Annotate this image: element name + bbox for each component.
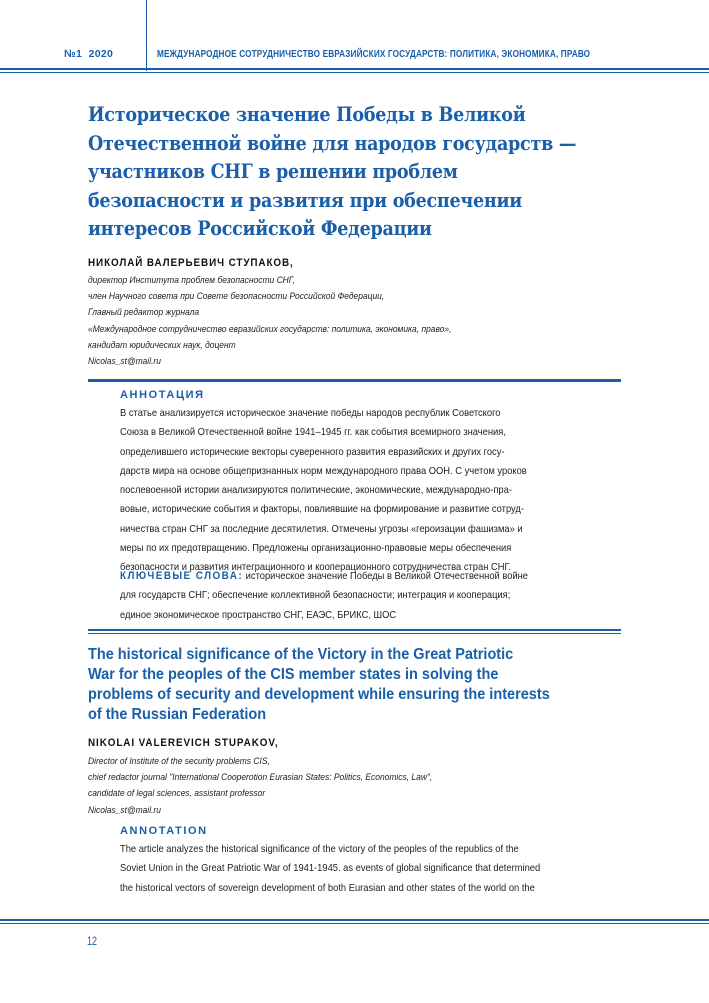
annotation-line: вовые, исторические события и факторы, повлиявшие на формирование и развитие сотруд- (120, 504, 524, 516)
title-line: problems of security and development while ensuring the interests (88, 686, 550, 703)
annotation-line: дарств мира на основе общепризнанных норм международного права ООН. С учетом уроков (120, 465, 527, 477)
article-title-ru (88, 101, 630, 244)
annotation-line: определившего исторические векторы суверенного развития евразийских и других госу- (120, 446, 505, 458)
annotation-line: меры по их предотвращению. Предложены организационно-правовые меры обеспечения (120, 543, 512, 555)
affiliation-line: член Научного совета при Совете безопасности Российской Федерации, (88, 291, 385, 302)
annotation-line: безопасности и развития интеграционного и кооперационного сотрудничества стран СНГ. (120, 562, 511, 574)
header-double-rule (0, 68, 709, 73)
annotation-line: Soviet Union in the Great Patriotic War of 1941-1945. as events of global significance that determined (120, 863, 541, 875)
title-line: War for the peoples of the CIS member states in solving the (88, 666, 499, 683)
annotation-line: послевоенной истории анализируются политические, экономические, международно-пра- (120, 485, 512, 497)
page-number: 12 (87, 934, 98, 948)
title-line: безопасности и развития при обеспечении (88, 188, 522, 212)
keywords-heading: КЛЮЧЕВЫЕ СЛОВА: (120, 570, 244, 582)
issue-number: №1 2020 (64, 48, 114, 60)
annotation-heading-ru: АННОТАЦИЯ (120, 389, 205, 401)
annotation-body-ru (120, 404, 620, 578)
author-email[interactable]: Nicolas_st@mail.ru (88, 804, 161, 815)
journal-name: МЕЖДУНАРОДНОЕ СОТРУДНИЧЕСТВО ЕВРАЗИЙСКИХ ГОСУДАРСТВ: ПОЛИТИКА, ЭКОНОМИКА, ПРАВО (157, 48, 591, 60)
author-affiliation-ru (88, 272, 451, 369)
keywords-ru (120, 567, 620, 625)
title-line: of the Russian Federation (88, 706, 267, 723)
author-affiliation-en (88, 753, 432, 818)
affiliation-line: chief redactor journal "International Cooperotion Eurasian States: Politics, Economics, Law", (88, 772, 433, 783)
keywords-line: для государств СНГ; обеспечение коллективной безопасности; интеграция и кооперация; (120, 590, 511, 602)
title-line: Отечественной войне для народов государств — (88, 131, 577, 155)
annotation-heading-en: ANNOTATION (120, 825, 208, 837)
annotation-rule (88, 379, 621, 382)
author-name-en: NIKOLAI VALEREVICH STUPAKOV, (88, 737, 279, 749)
header-vertical-divider (146, 0, 147, 71)
affiliation-line: Director of Institute of the security problems CIS, (88, 756, 270, 766)
annotation-body-en (120, 840, 620, 898)
title-line: интересов Российской Федерации (88, 217, 432, 240)
affiliation-line: «Международное сотрудничество евразийских государств: политика, экономика, право», (88, 323, 452, 334)
affiliation-line: candidate of legal sciences, assistant professor (88, 788, 266, 799)
title-line: участников СНГ в решении проблем (88, 160, 458, 183)
keywords-text: историческое значение Победы в Великой Отечественной войне (245, 571, 529, 582)
section-double-rule (88, 629, 621, 634)
annotation-line: the historical vectors of sovereign development of both Eurasian and other states of the world on the (120, 882, 535, 894)
affiliation-line: кандидат юридических наук, доцент (88, 339, 236, 350)
annotation-line: ничества стран СНГ за последние десятилетия. Отмечены угрозы «героизации фашизма» и (120, 523, 523, 535)
annotation-line: The article analyzes the historical significance of the victory of the peoples of the republics of the (120, 844, 519, 855)
affiliation-line: Главный редактор журнала (88, 307, 200, 318)
keywords-line (120, 567, 570, 586)
title-line: The historical significance of the Victory in the Great Patriotic (88, 646, 514, 663)
keywords-line: единое экономическое пространство СНГ, ЕАЭС, БРИКС, ШОС (120, 609, 397, 621)
annotation-line: В статье анализируется историческое значение победы народов республик Советского (120, 408, 501, 419)
annotation-line: Союза в Великой Отечественной войне 1941–1945 гг. как события всемирного значения, (120, 427, 506, 439)
title-line: Историческое значение Победы в Великой (88, 103, 526, 126)
author-email[interactable]: Nicolas_st@mail.ru (88, 355, 161, 366)
article-title-en (88, 645, 585, 725)
affiliation-line: директор Института проблем безопасности СНГ, (88, 275, 295, 285)
author-name-ru: НИКОЛАЙ ВАЛЕРЬЕВИЧ СТУПАКОВ, (88, 257, 294, 269)
footer-double-rule (0, 919, 709, 924)
